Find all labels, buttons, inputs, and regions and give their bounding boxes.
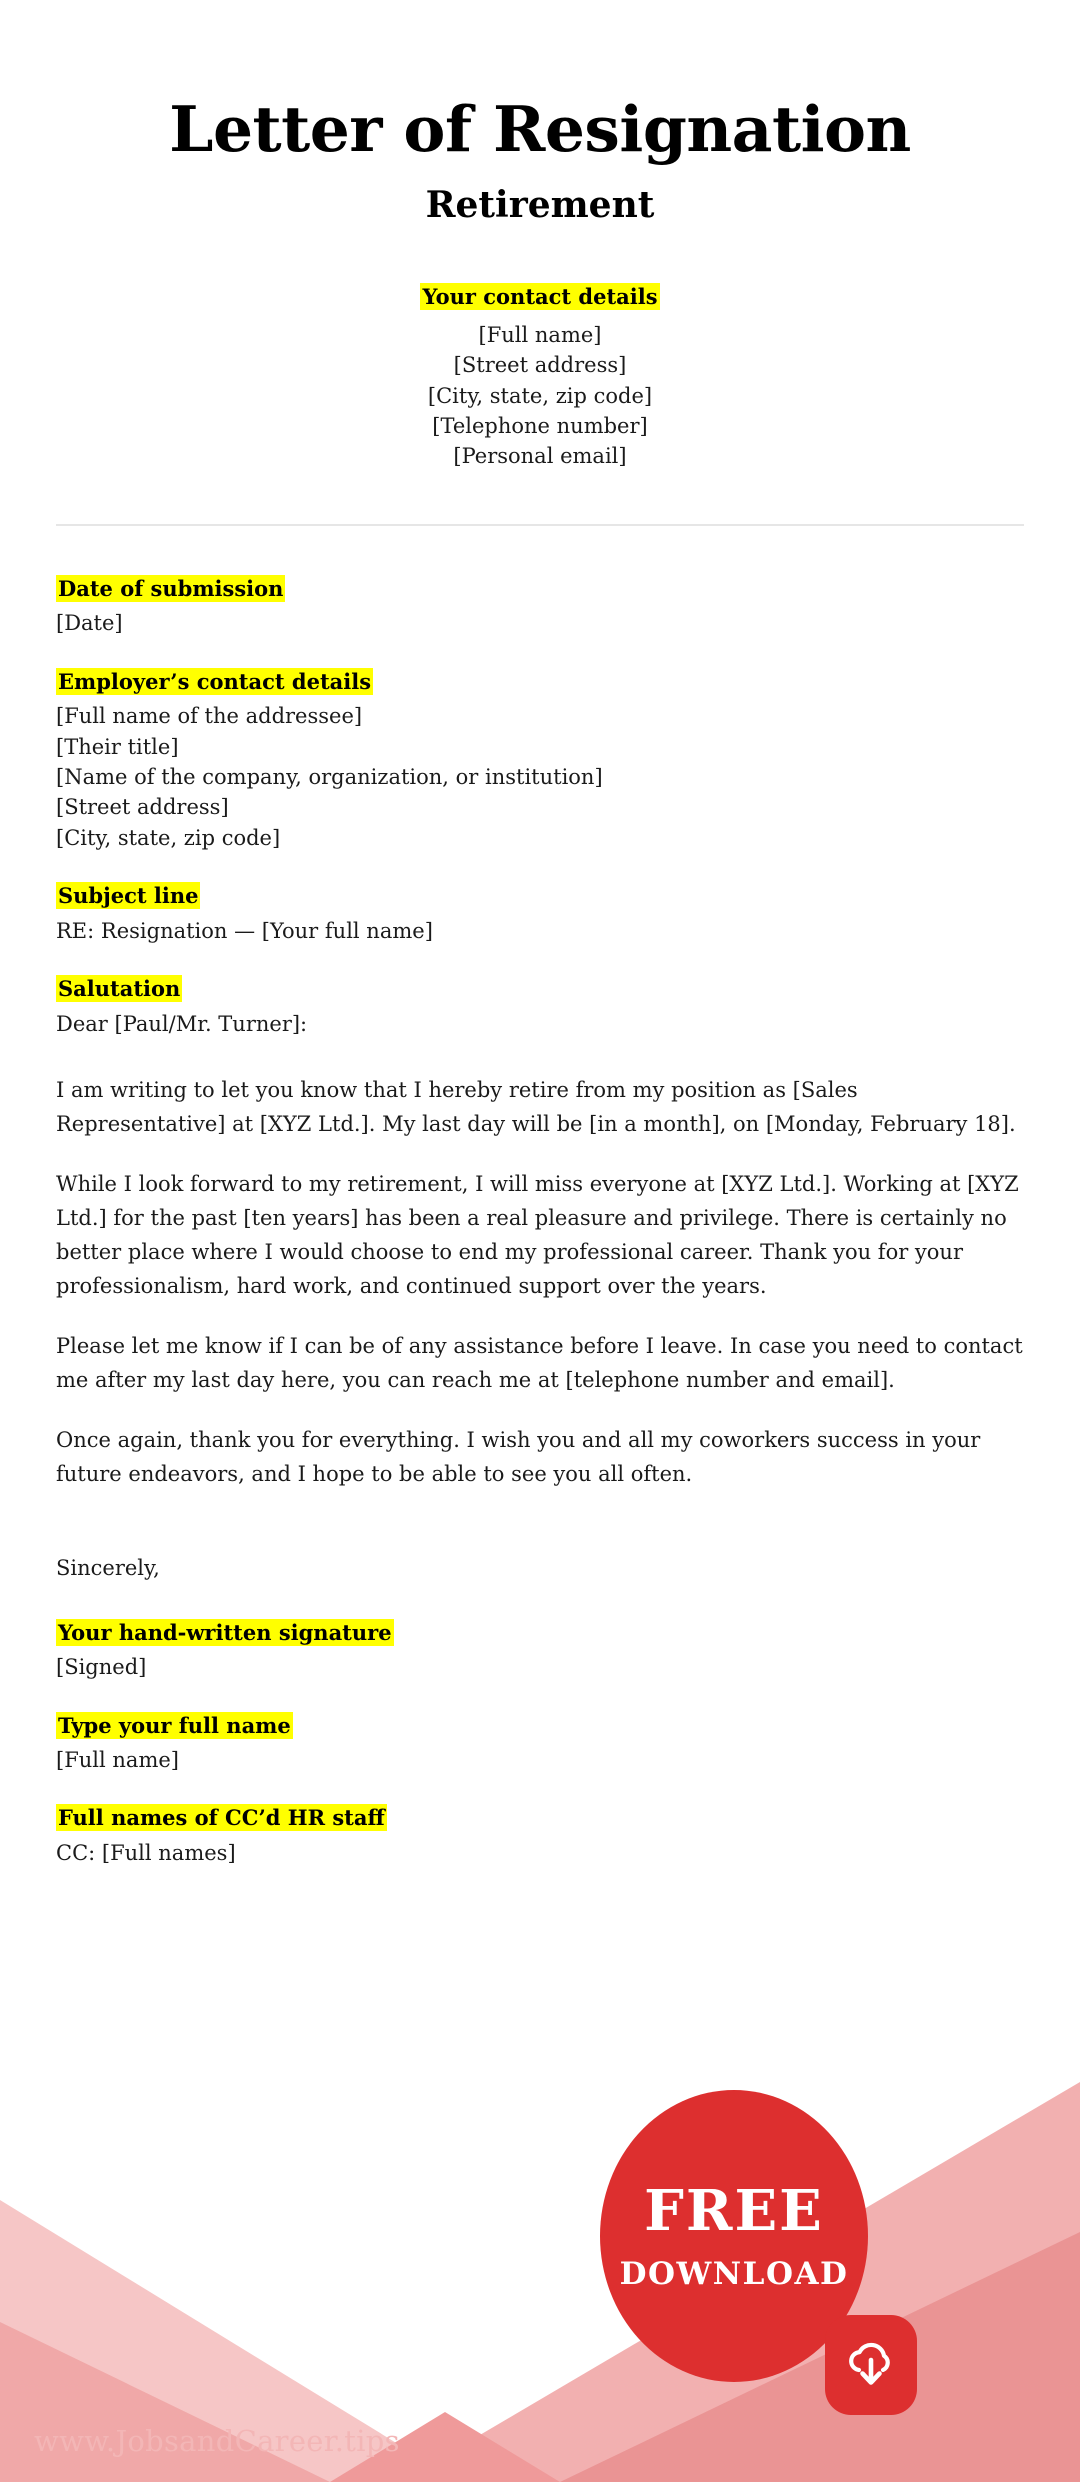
signature-heading-label: Your hand-written signature xyxy=(58,1619,392,1645)
salutation-heading xyxy=(56,974,1024,1004)
salutation-section xyxy=(56,974,1024,1039)
employer-contact-heading-label: Employer’s contact details xyxy=(58,668,372,694)
date-of-submission-heading-label: Date of submission xyxy=(58,575,284,601)
sign-off-text: Sincerely, xyxy=(56,1556,160,1581)
header-divider xyxy=(56,524,1024,526)
letter-body xyxy=(0,574,1080,1868)
signature-heading xyxy=(56,1618,1024,1648)
footer-website-url[interactable]: www.JobsandCareer.tips xyxy=(34,2424,400,2458)
subject-line-value: RE: Resignation — [Your full name] xyxy=(56,918,433,943)
employer-contact-section xyxy=(56,667,1024,854)
sender-line-street-address: [Street address] xyxy=(453,353,627,378)
cloud-download-icon xyxy=(842,2336,900,2394)
body-paragraph-1: I am writing to let you know that I hereby retire from my position as [Sales Representative] at [XYZ Ltd.]. My last day will be [in a month], on [Monday, February 18]. xyxy=(56,1078,1016,1137)
employer-line-street-address: [Street address] xyxy=(56,795,229,820)
footer-background-shapes xyxy=(0,2082,1080,2482)
cc-section xyxy=(56,1803,1024,1868)
badge-free-label: FREE xyxy=(644,2177,824,2244)
body-paragraph-2: While I look forward to my retirement, I will miss everyone at [XYZ Ltd.]. Working at [XYZ Ltd.] for the past [ten years] has been a real pleasure and privilege. There is certainly no better place where I would choose to end my professional career. Thank you for your professionalism, hard work, and continued support over the years. xyxy=(56,1172,1019,1299)
date-of-submission-heading xyxy=(56,574,1024,604)
closing-sign-off xyxy=(56,1553,1024,1583)
salutation-heading-label: Salutation xyxy=(58,976,181,1002)
sender-contact-heading xyxy=(0,281,1080,314)
subject-line-heading-label: Subject line xyxy=(58,883,199,909)
typed-name-section xyxy=(56,1711,1024,1776)
sender-line-full-name: [Full name] xyxy=(478,322,602,347)
sender-contact-block xyxy=(0,281,1080,472)
page-title: Letter of Resignation xyxy=(169,92,911,166)
sender-line-telephone: [Telephone number] xyxy=(432,413,648,438)
signature-value: [Signed] xyxy=(56,1655,147,1680)
employer-line-company: [Name of the company, organization, or institution] xyxy=(56,765,603,790)
sender-contact-heading-label: Your contact details xyxy=(422,284,658,310)
sender-line-city-state-zip: [City, state, zip code] xyxy=(427,383,653,408)
page-subtitle: Retirement xyxy=(425,184,655,227)
body-paragraph-4: Once again, thank you for everything. I wish you and all my coworkers success in your future endeavors, and I hope to be able to see you all often. xyxy=(56,1428,981,1487)
badge-download-label: DOWNLOAD xyxy=(619,2255,849,2292)
employer-contact-heading xyxy=(56,667,1024,697)
employer-line-title: [Their title] xyxy=(56,734,179,759)
subject-line-section xyxy=(56,881,1024,946)
salutation-value: Dear [Paul/Mr. Turner]: xyxy=(56,1011,308,1036)
body-paragraph-3: Please let me know if I can be of any assistance before I leave. In case you need to contact me after my last day here, you can reach me at [telephone number and email]. xyxy=(56,1334,1023,1393)
document-header xyxy=(0,0,1080,226)
cc-heading-label: Full names of CC’d HR staff xyxy=(58,1805,385,1831)
footer-banner xyxy=(0,2082,1080,2482)
body-paragraphs xyxy=(56,1073,1024,1491)
cc-value: CC: [Full names] xyxy=(56,1840,236,1865)
subject-line-heading xyxy=(56,881,1024,911)
employer-line-addressee: [Full name of the addressee] xyxy=(56,704,363,729)
date-of-submission-value: [Date] xyxy=(56,611,123,636)
cc-heading xyxy=(56,1803,1024,1833)
download-button[interactable] xyxy=(825,2315,917,2415)
sender-contact-lines xyxy=(0,320,1080,472)
typed-name-heading xyxy=(56,1711,1024,1741)
typed-name-value: [Full name] xyxy=(56,1747,179,1772)
typed-name-heading-label: Type your full name xyxy=(58,1712,291,1738)
employer-line-city-state-zip: [City, state, zip code] xyxy=(56,825,281,850)
signature-section xyxy=(56,1618,1024,1683)
sender-line-email: [Personal email] xyxy=(453,444,627,469)
date-of-submission-section xyxy=(56,574,1024,639)
